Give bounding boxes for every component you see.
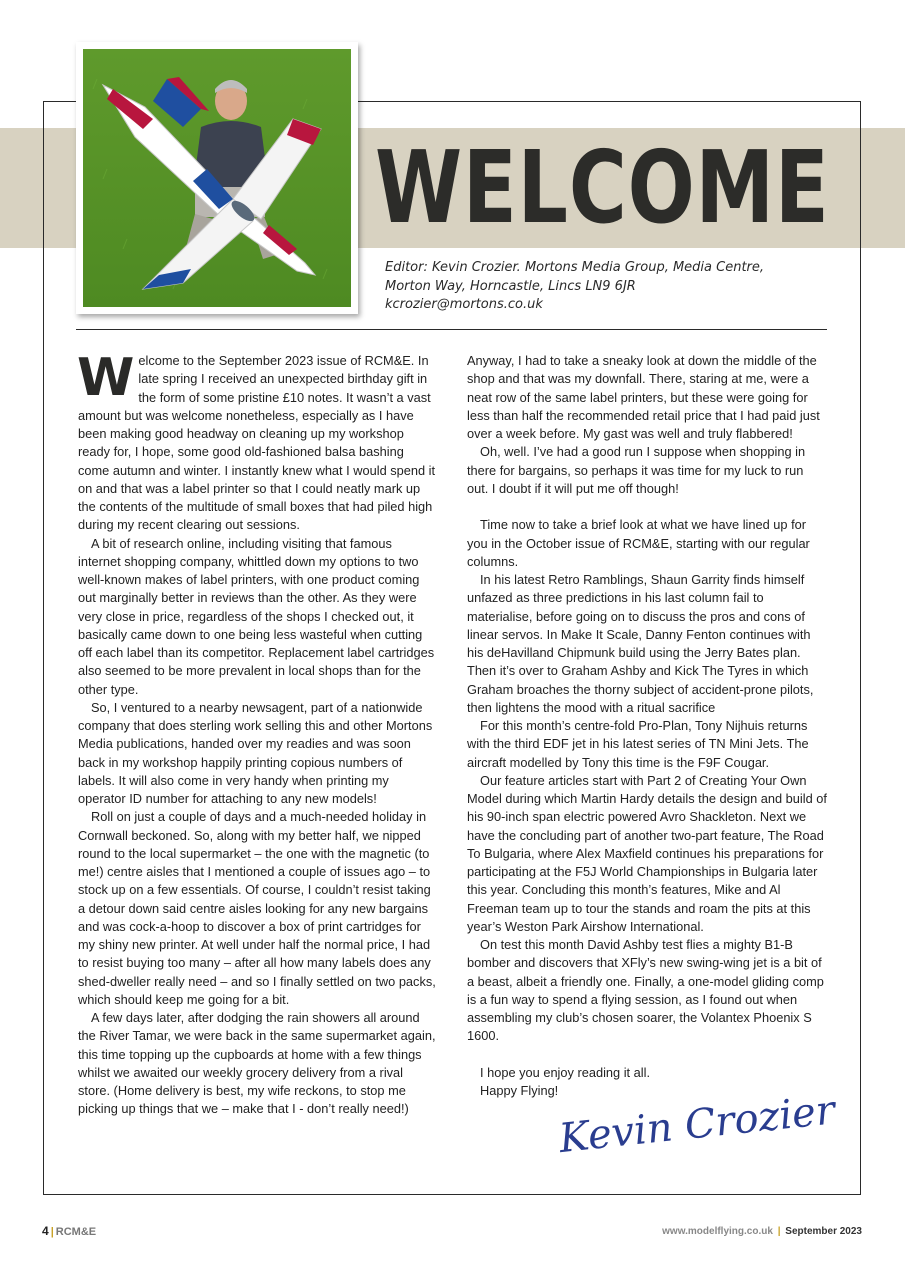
editor-credit bbox=[385, 259, 825, 315]
signature bbox=[555, 1087, 838, 1163]
sign-off-line: I hope you enjoy reading it all. bbox=[480, 1064, 651, 1080]
page-number: 4 bbox=[42, 1224, 49, 1238]
sign-off-line: Happy Flying! bbox=[480, 1083, 559, 1098]
header-divider bbox=[76, 329, 827, 330]
magazine-name: RCM&E bbox=[55, 1226, 97, 1238]
issue-date: September 2023 bbox=[785, 1226, 862, 1237]
article-paragraph: Our feature articles start with Part 2 of Creating Your Own Model during which Martin Hardy details the design and build of his 90-inch span electric powered Avro Shackleton. Next we have the concluding part of another two-part feature, The Road To Bulgaria, where Alex Maxfield continues his preparations for participating at the F5J World Championships in Bulgaria later this year. Concluding this month’s features, Mike and Al Freeman team up to tour the stands and roam the pits at this year’s Weston Park Airshow International. bbox=[467, 772, 827, 934]
editor-address: Morton Way, Horncastle, Lincs LN9 6JR bbox=[385, 278, 636, 294]
article-paragraph: A bit of research online, including visiting that famous internet shopping company, whittled down my options to two well-known makes of label printers, with one product coming out marginally better in reviews than the other. As they were very close in price, regardless of the shops I checked out, it basically came down to one being less wasteful when cutting off each label than its competitor. Replacement label cartridges also seemed to be more prevalent in local shops than for the other type. bbox=[78, 535, 435, 697]
footer-separator: | bbox=[50, 1226, 54, 1238]
article-column-left bbox=[77, 348, 436, 1119]
website-link[interactable]: www.modelflying.co.uk bbox=[662, 1226, 773, 1237]
page-title: WELCOME bbox=[375, 129, 830, 246]
drop-cap: W bbox=[77, 348, 135, 408]
editor-photo bbox=[76, 42, 358, 314]
editor-line: Editor: Kevin Crozier. Mortons Media Group, Media Centre, bbox=[385, 260, 765, 275]
footer-left bbox=[42, 1224, 96, 1238]
article-paragraph: Welcome to the September 2023 issue of RCM&E. In late spring I received an unexpected birthday gift in the form of some pristine £10 notes. It wasn’t a vast amount but was welcome nonetheless, especially as I have been making good headway on cleaning up my workshop ready for, I hope, some good old-fashioned balsa bashing come autumn and winter. I instantly knew what I would spend it on and that was a label printer so that I could neatly mark up the contents of the multitude of small boxes that had piled high during my recent clearing out sessions. bbox=[77, 348, 436, 533]
article-paragraph: In his latest Retro Ramblings, Shaun Garrity finds himself unfazed as three predictions in his last column fail to materialise, before going on to discuss the pros and cons of linear servos. In Make It Scale, Danny Fenton continues with his deHavilland Chipmunk build using the Jerry Bates plan. Then it’s over to Graham Ashby and Kick The Tyres in which Graham broaches the thorny subject of accident-prone pilots, then lightens the mood with a ritual sacrifice bbox=[467, 572, 814, 715]
editor-email[interactable]: kcrozier@mortons.co.uk bbox=[385, 297, 543, 312]
article-paragraph: Time now to take a brief look at what we have lined up for you in the October issue of RCM&E, starting with our regular columns. bbox=[467, 517, 810, 569]
signature-text: Kevin Crozier bbox=[556, 1087, 838, 1163]
article-paragraph: For this month’s centre-fold Pro-Plan, Tony Nijhuis returns with the third EDF jet in his latest series of TN Mini Jets. The aircraft modelled by Tony this time is the F9F Cougar. bbox=[467, 718, 809, 770]
article-column-right bbox=[467, 352, 827, 1100]
footer-separator: | bbox=[774, 1226, 784, 1237]
article-paragraph: On test this month David Ashby test flies a mighty B1-B bomber and discovers that XFly’s new swing-wing jet is a bit of a beast, albeit a friendly one. Finally, a one-model gliding comp is a fun way to spend a flying session, as I found out when assembling my club’s chosen soarer, the Volantex Phoenix S 1600. bbox=[467, 937, 824, 1044]
article-paragraph: A few days later, after dodging the rain showers all around the River Tamar, we were back in the same supermarket again, this time topping up the cupboards at home with a few things whilst we awaited our weekly grocery delivery from a rival store. (Home delivery is best, my wife reckons, to stop me picking up things that we – make that I - don’t really need!) bbox=[78, 1010, 436, 1117]
footer-right bbox=[662, 1226, 862, 1237]
article-paragraph: Oh, well. I’ve had a good run I suppose when shopping in there for bargains, so perhaps it was time for my luck to run out. I doubt if it will put me off though! bbox=[467, 444, 806, 496]
article-paragraph: Roll on just a couple of days and a much-needed holiday in Cornwall beckoned. So, along with my better half, we nipped round to the local supermarket – the one with the magnetic (to me!) centre aisles that I mentioned a couple of issues ago – to stock up on a few essentials. Of course, I couldn’t resist taking a detour down said centre aisles looking for any new bargains and was cock-a-hoop to discover a box of print cartridges for my shiny new printer. At well under half the normal price, I had to resist buying too many – after all how many labels does any shed-dweller really need – and so I finally settled on two packs, which should keep me going for a bit. bbox=[78, 809, 436, 1007]
article-paragraph: So, I ventured to a nearby newsagent, part of a nationwide company that does sterling work selling this and other Mortons Media publications, handed over my readies and was soon back in my workshop happily printing copious numbers of labels. It will also come in very handy when printing my operator ID number for attaching to any new models! bbox=[78, 699, 433, 806]
article-paragraph: Anyway, I had to take a sneaky look at down the middle of the shop and that was my downfall. There, staring at me, were a neat row of the same label printers, but these were going for less than half the recommended retail price that I had paid just over a week before. My gast was well and truly flabbered! bbox=[467, 353, 820, 441]
editor-with-jet-photo-icon bbox=[83, 49, 351, 307]
